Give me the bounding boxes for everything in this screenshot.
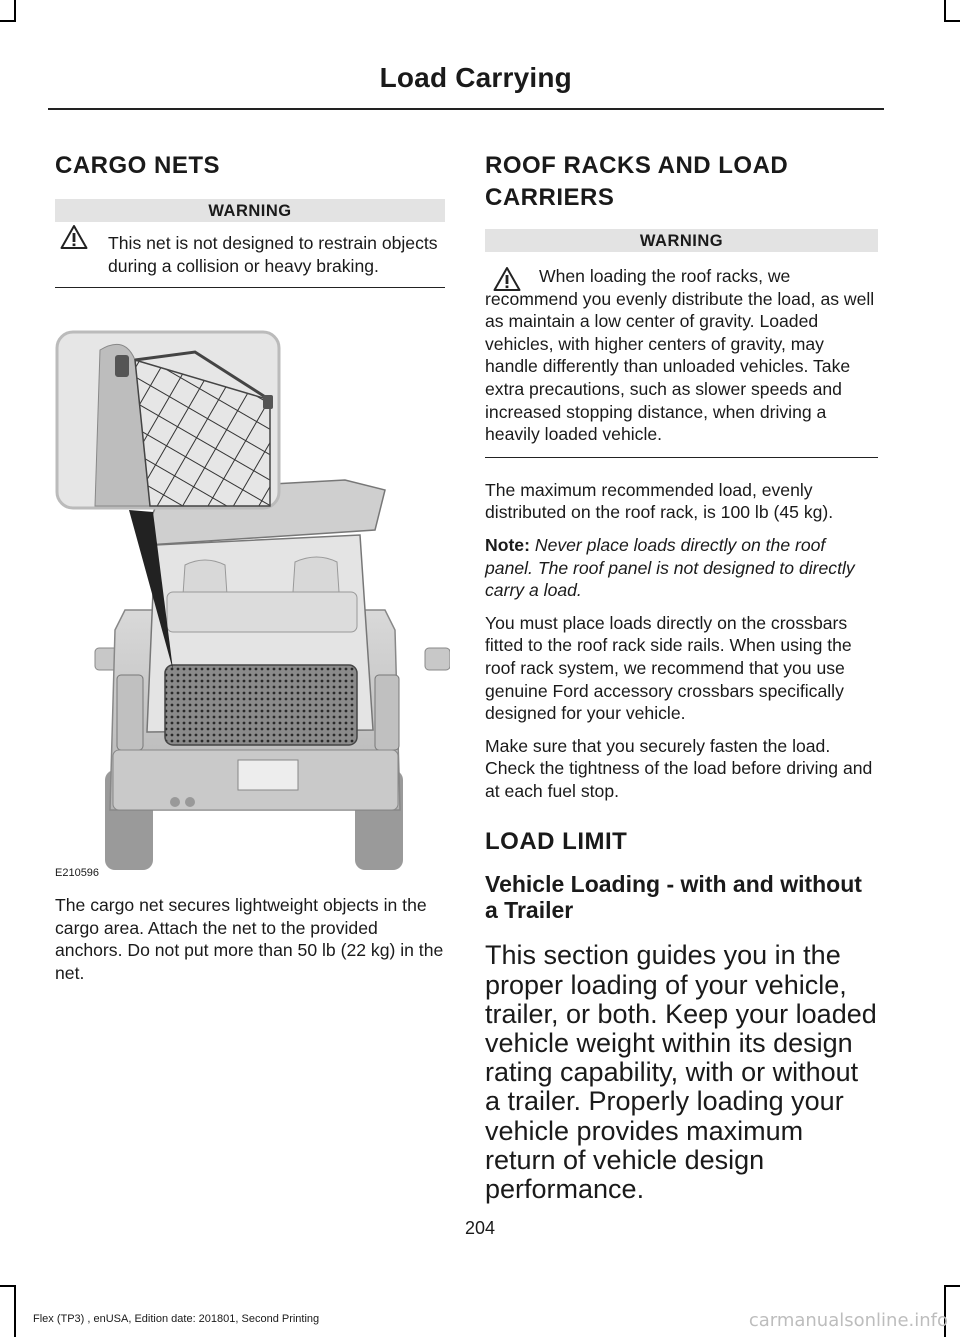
section-heading-roof-racks: [485, 150, 878, 214]
warning-text: This net is not designed to restrain objects during a collision or heavy braking.: [108, 233, 438, 276]
crop-mark: [0, 20, 16, 22]
cargo-net-figure: [55, 330, 450, 885]
crop-mark: [14, 0, 16, 22]
warning-label: WARNING: [55, 199, 445, 222]
warning-triangle-icon: [493, 266, 521, 292]
page-title: Load Carrying: [379, 62, 572, 93]
vehicle-rear-cargo-net-illustration: [55, 330, 450, 885]
page-header: [48, 60, 884, 110]
warning-text: When loading the roof racks, we recommend you evenly distribute the load, as well as maintain a low center of gravity. Loaded vehicles, with higher centers of gravity, may handle differently than unloaded vehicles. Take extra precautions, such as slower speeds and increased stopping distance, when driving a heavily loaded vehicle.: [485, 266, 875, 445]
roof-note: [485, 534, 878, 602]
crossbars-text: You must place loads directly on the crossbars fitted to the roof rack side rails. When using the roof rack system, we recommend that you use genuine Ford accessory crossbars specifically designed for your vehicle.: [485, 612, 852, 724]
crop-mark: [944, 0, 946, 22]
watermark: carmanualsonline.info: [748, 1310, 948, 1331]
warning-label: WARNING: [485, 229, 878, 252]
roof-racks-heading-line1: ROOF RACKS AND LOAD: [485, 152, 789, 179]
footer-edition: Flex (TP3) , enUSA, Edition date: 201801, Second Printing: [33, 1313, 320, 1325]
note-text: Never place loads directly on the roof panel. The roof panel is not designed to directly carry a load.: [485, 534, 855, 601]
warning-triangle-icon: [60, 224, 88, 250]
note-label: Note:: [485, 534, 530, 555]
figure-id: E210596: [55, 867, 100, 879]
left-column: [55, 150, 445, 288]
subheading-vehicle-loading: Vehicle Loading - with and without a Trailer: [485, 871, 862, 924]
roof-racks-heading-line2: CARRIERS: [485, 184, 615, 211]
section-heading-cargo-nets: CARGO NETS: [55, 152, 221, 179]
warning-box: [485, 252, 878, 458]
crop-mark: [0, 1285, 16, 1287]
crop-mark: [944, 1285, 960, 1287]
warning-box: [55, 222, 445, 288]
crop-mark: [944, 20, 960, 22]
crop-mark: [14, 1285, 16, 1337]
vehicle-loading-intro: This section guides you in the proper loading of your vehicle, trailer, or both. Keep your loaded vehicle weight within its design rating capability, with or without a trailer. Properly loading your vehicle provides maximum return of vehicle design performance.: [485, 940, 877, 1205]
max-load-text: The maximum recommended load, evenly distributed on the roof rack, is 100 lb (45 kg).: [485, 479, 834, 523]
section-heading-load-limit: LOAD LIMIT: [485, 828, 628, 856]
page-number: 204: [464, 1218, 496, 1238]
fasten-load-text: Make sure that you securely fasten the load. Check the tightness of the load before driving and at each fuel stop.: [485, 735, 873, 801]
right-column: [485, 150, 878, 1204]
cargo-net-body-text: The cargo net secures lightweight objects in the cargo area. Attach the net to the provided anchors. Do not put more than 50 lb (22 kg) in the net.: [55, 895, 444, 983]
